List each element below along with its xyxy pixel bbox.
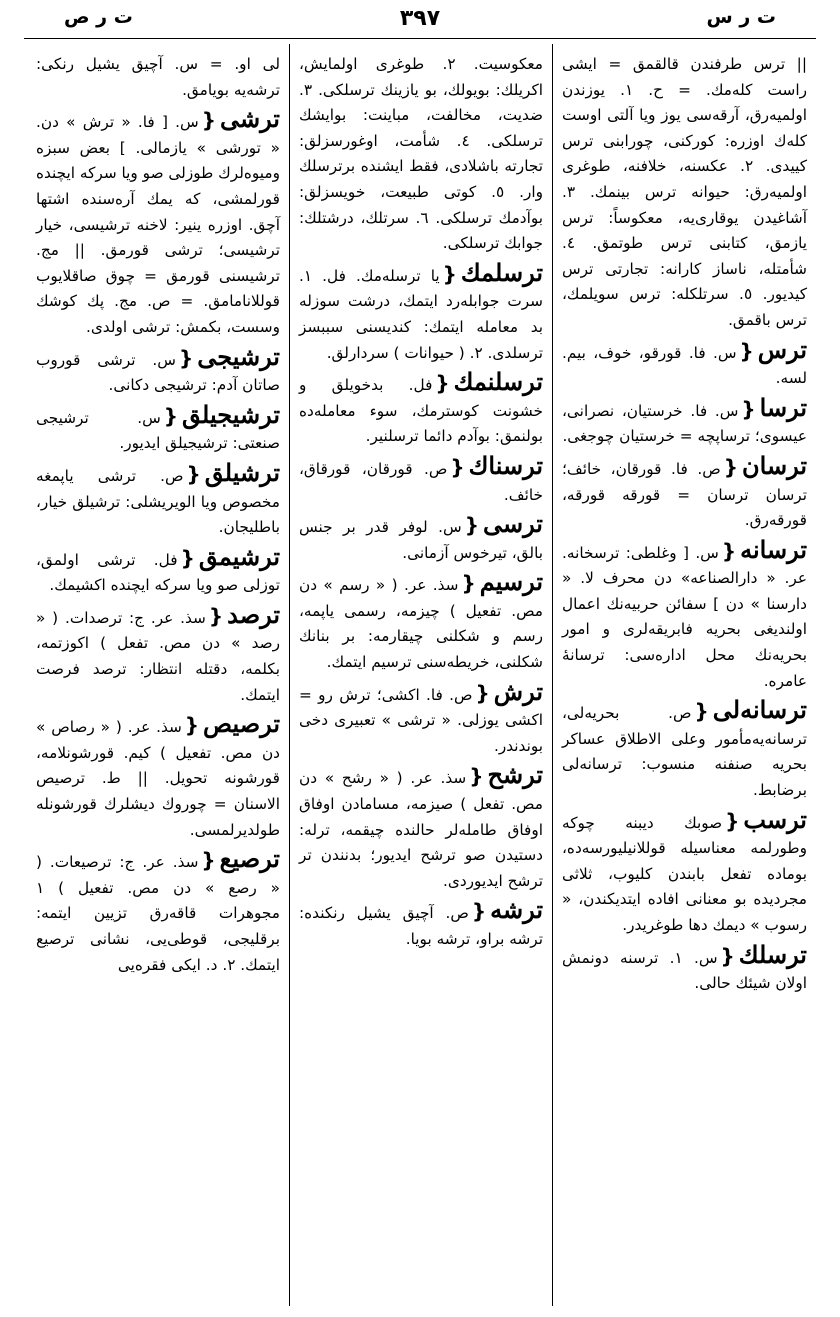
entry-brace: { [471,899,487,924]
entry-headword: ترسلنمك [453,367,543,397]
header-rule [24,38,816,39]
dictionary-entry [562,52,807,334]
entry-definition: سذ. عر. ج: ترصیعات. ( « رصع » دن مص. تفعیل ) ۱ مجوهرات قاقەرق تزیین ایتمە: برقلیجی، قوطی‌یی، نشانی ترصیع ایتمك. ۲. د. ایکی فقرەیی [36,853,280,974]
entry-brace: { [469,764,484,789]
entry-definition: ص. ترشی یاپمغە مخصوص ویا الویریشلی: ترشیلق خیار، باطلیجان. [36,466,280,537]
entry-definition: یا ترسلەمك. فل. ۱. سرت جوابلەرد ایتمك، درشت سوزلە بد معاملە ایتمك: کندیسنی سببسز ترسلدی. ۲. ( حیوانات ) سردارلق. [299,266,543,362]
entry-definition: ص. آچیق یشیل رنکندە: ترشە براو، ترشە بویا. [299,904,543,948]
dictionary-columns [26,44,816,1306]
entry-brace: { [178,345,194,370]
entry-brace: { [186,461,201,486]
entry-headword: ترسا [759,392,807,422]
entry-headword: ترسانەلی [712,695,807,725]
dictionary-entry [299,676,543,760]
entry-headword: ترسلك [738,939,807,969]
entry-brace: { [435,371,450,396]
dictionary-entry [36,541,280,599]
page-number: ۳۹۷ [399,6,441,31]
entry-definition: سذ. عر. ج: ترصدات. ( « رصد » دن مص. تفعل ) اکوزتمە، بکلمە، دقتلە انتظار: ترصد فرصت ایتمك. [36,608,280,704]
entry-headword: ترشیجی [197,341,280,371]
entry-headword: ترسان [742,450,807,480]
entry-headword: ترش [493,676,543,706]
dictionary-entry [36,711,280,843]
entry-headword: ترسانە [740,534,807,564]
dictionary-entry [299,369,543,450]
entry-definition: ص. فا. اکشی؛ ترش رو = اکشی یوزلی. « ترشی » تعبیری دخی بوندندر. [299,685,543,755]
entry-brace: { [694,699,709,724]
header-right-guide-letters: ت ر س [706,6,776,28]
entry-headword: ترشح [487,760,543,790]
entry-brace: { [163,403,179,428]
entry-headword: ترسب [743,804,807,834]
entry-brace: { [208,603,224,628]
dictionary-entry [299,511,543,566]
column-left [27,44,290,1306]
dictionary-entry [562,334,807,392]
entry-brace: { [720,943,735,968]
dictionary-entry [562,450,807,534]
entry-brace: { [723,454,739,479]
entry-definition: سذ. عر. ( « رصاص » دن مص. تفعیل ) کیم. قورشونلامە، قورشونە تحویل. || ط. ترصیص الاسنان = چوروك دیشلرك قورشونلە طولدیرلمسی. [36,718,280,839]
dictionary-entry [299,257,543,366]
entry-brace: { [180,545,195,570]
dictionary-entry [562,697,807,803]
dictionary-entry [299,450,543,508]
entry-definition: س. فا. قورقو، خوف، بیم. لسە. [562,343,807,388]
entry-definition: معکوسیت. ۲. طوغری اولمایش، اکریلك: بویولك، بو یازینك ترسلکی. ۳. ضدیت، مخالفت، مباینت: بوایشك ترسلکی. ٤. شأمت، اوغورسزلق: تجارتە باشلادی، فقط ایشندە برترسلك وار. ٥. کوتی طبیعت، خویسزلق: بوآدمك ترسلکی. ٦. سرتلك، درشتلك: جوابك ترسلکی. [299,55,543,253]
entry-definition: سذ. عر. ( « رشح » دن مص. تفعل ) صیزمە، مسامادن اوفاق اوفاق طاملەلر حالندە چیقمە، ترلە: دستیدن صو ترشح ایدیور؛ بدنندن تر ترشح ایدیوردی. [299,769,543,890]
dictionary-entry [299,897,543,952]
dictionary-entry [36,341,280,399]
entry-brace: { [464,513,479,538]
entry-headword: ترشیمق [198,541,280,571]
entry-brace: { [725,808,740,833]
entry-headword: ترس [757,334,807,364]
dictionary-entry [36,106,280,340]
entry-definition: ص. فا. قورقان، خائف؛ ترسان ترسان = قورقە قورقە، قورقەرق. [562,459,807,530]
header-left-guide-letters: ت ر ص [64,6,133,28]
entry-definition: س. ۱. ترسنە دونمش اولان شیئك حالی. [562,948,807,993]
entry-headword: ترشیجیلق [182,399,280,429]
column-middle [290,44,553,1306]
page-header [24,6,816,36]
entry-brace: { [184,713,200,738]
dictionary-entry [299,762,543,894]
entry-brace: { [201,108,216,133]
entry-definition: س. ترشی قوروب صاتان آدم: ترشیجی دکانی. [36,350,280,395]
entry-headword: ترشە [490,895,543,925]
dictionary-entry [562,392,807,450]
entry-definition: || ترس طرفندن قالقمق = ایشی راست کلەمك. = ح. ۱. یو‌زندن اولمیەرق، آرقەسی یوز ویا آلتی اوست کلەك اوزرە: کورکنی، چورابنی ترس کییدی. ۲. عکسنە، خلافنە، طوغری اولمیەرق: حیوانە ترس بینمك. ۳. آشاغیدن یوقاری‌یە، معکوساً: ترس یازمق، کتابنی ترس طوتمق. ٤. شأمتلە، ناساز کارانە: تجارتی ترس کیدیور. ٥. سرتلکلە: ترس سویلمك، ترس باقمق. [562,55,808,329]
entry-brace: { [721,538,737,563]
entry-headword: ترسی [482,509,543,539]
entry-definition: لی او. = س. آچیق یشیل رنکی: ترشەیە بویامق. [36,55,280,99]
entry-headword: ترشیلق [204,457,280,487]
entry-brace: { [739,338,754,363]
entry-definition: ص. بحریەلی، ترسانەیەمأمور وعلی الاطلاق عساکر بحریە صنفنە منسوب: ترسانەلی برضابط. [562,704,807,800]
entry-headword: ترسلمك [460,257,543,287]
entry-definition: س. فا. خرستیان، نصرانی، عیسوی؛ ترساپچە = خرستیان چوجغی. [562,401,807,446]
dictionary-entry [562,939,807,997]
entry-definition: فل. ترشی اولمق، توزلی صو ویا سرکە ایچندە اکشیمك. [36,550,280,595]
entry-brace: { [475,680,490,705]
dictionary-entry [562,534,807,695]
dictionary-entry [562,804,807,939]
entry-brace: { [741,396,756,421]
dictionary-entry [36,599,280,708]
entry-brace: { [450,454,465,479]
entry-brace: { [442,261,457,286]
entry-definition: ص. قورقان، قورقاق، خائف. [299,459,543,504]
dictionary-entry [36,399,280,457]
entry-definition: س. [ فا. « ترش » دن. « تورشی » یازمالی. ] بعض سبزە ومیوەلرك طوزلی صو ویا سرکە ایچندە قورلمشی، کە یمك آرەسندە اشتها آچق. اوزرە ینیر: لاخنە ترشیسی، خیار ترشیسی؛ ترشی قورمق. || مج. ترشیسنی قورمق = چوق صاقلایوب قوللانامامق. = ص. مج. پك کوشك وسست، بکمش: ترشی اولدی. [36,113,280,336]
entry-definition: س. لوفر قدر بر جنس بالق، تیرخوس آزمانی. [299,518,543,562]
entry-definition: صوبك دیبنە چوکە وطورلمە معناسیلە قوللانیلیورسەدە، بومادە تفعل بابندن کلیوب، ثلاثی مجردیدە بو معنانی افادە ایتدیکندن، « رسوب » دیمك دها طوغریدر. [562,813,807,934]
entry-definition: فل. بدخویلق و خشونت کوسترمك، سوء معاملەدە بولنمق: بوآدم دائما ترسلنیر. [299,376,543,446]
entry-headword: ترسیم [479,567,543,597]
dictionary-entry [36,846,280,978]
entry-definition: س. [ وغلطی: ترسخانە. عر. « دارالصناعە» دن محرف لا. « دارسنا » دن ] سفائن حربیەنك اعمال اولندیغی بحریە فابریقەلری و امور بحریەنك محل ادارەسی: ترسانۀ عامرە. [562,543,807,690]
entry-brace: { [201,848,216,873]
entry-headword: ترشی [219,104,280,134]
entry-definition: س. ترشیجی صنعتی: ترشیجیلق ایدیور. [36,408,280,453]
dictionary-entry [299,52,543,257]
dictionary-entry [299,569,543,675]
entry-definition: سذ. عر. ( « رسم » دن مص. تفعیل ) چیزمە، رسمی یاپمە، رسم و شکلنی چیقارمە: بر بنانك شکلنی، خریطەسنی ترسیم ایتمك. [299,576,543,672]
dictionary-entry [36,457,280,541]
entry-headword: ترصیص [203,709,280,739]
entry-headword: ترسناك [468,450,543,480]
entry-headword: ترصد [227,599,280,629]
dictionary-entry [36,52,280,103]
column-right [553,44,816,1306]
entry-brace: { [461,571,476,596]
entry-headword: ترصیع [219,844,280,874]
